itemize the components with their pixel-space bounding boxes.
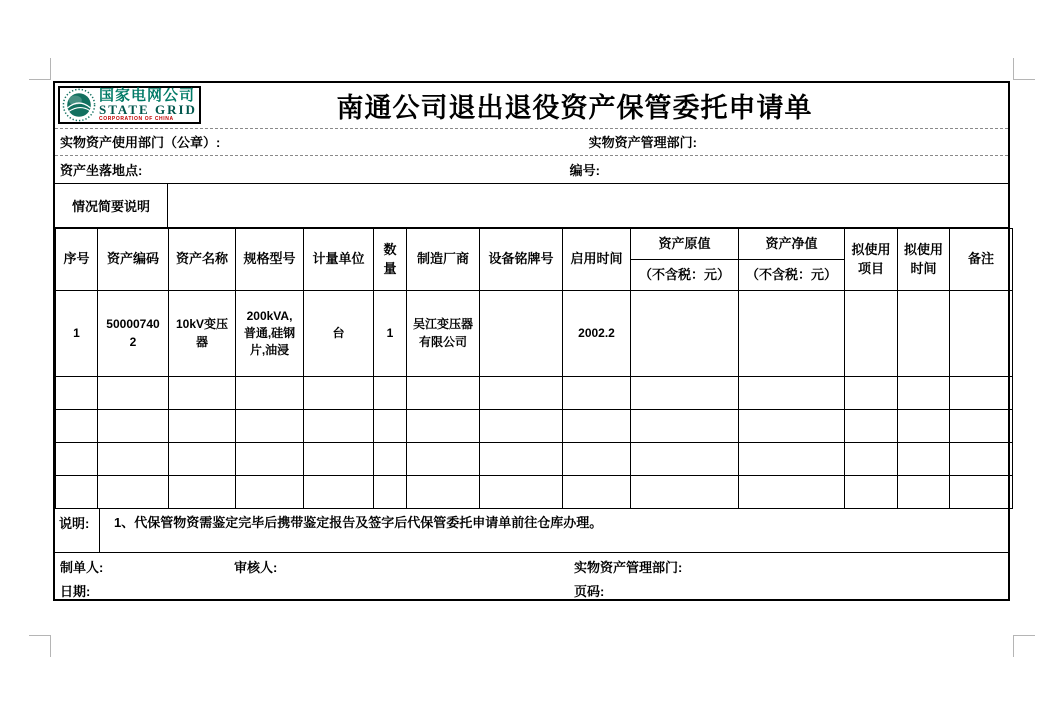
- state-grid-logo: [58, 86, 201, 124]
- form-header-row: [55, 83, 1008, 129]
- page-number-label: 页码:: [574, 583, 605, 599]
- col-header-asset-name: 资产名称: [169, 229, 236, 291]
- location-row: [55, 156, 1008, 185]
- location-label: 资产坐落地点:: [60, 163, 143, 179]
- footer-manage-dept-label: 实物资产管理部门:: [574, 559, 683, 575]
- cell-start-date: 2002.2: [563, 291, 631, 377]
- cell-net-value: [739, 291, 845, 377]
- crop-mark-top-left: [29, 58, 51, 80]
- asset-table: [55, 228, 1013, 509]
- col-header-seq: 序号: [56, 229, 98, 291]
- table-row-empty: [56, 410, 1013, 443]
- crop-mark-bottom-left: [29, 635, 51, 657]
- note-row: [55, 509, 1008, 553]
- cell-manufacturer: 吴江变压器有限公司: [407, 291, 480, 377]
- cell-asset-name: 10kV变压器: [169, 291, 236, 377]
- col-header-start-date: 启用时间: [563, 229, 631, 291]
- col-header-net-value: 资产净值: [739, 229, 845, 260]
- state-grid-emblem-icon: [62, 88, 96, 122]
- cell-project: [845, 291, 898, 377]
- dept-row: [55, 129, 1008, 156]
- number-label: 编号:: [569, 163, 600, 179]
- table-row-empty: [56, 377, 1013, 410]
- col-header-remark: 备注: [950, 229, 1013, 291]
- cell-seq: 1: [56, 291, 98, 377]
- crop-mark-bottom-right: [1013, 635, 1035, 657]
- cell-nameplate: [480, 291, 563, 377]
- logo-text: [99, 88, 197, 122]
- col-subheader-orig-tax: （不含税：元）: [631, 260, 739, 291]
- summary-value: [168, 184, 1008, 227]
- table-row-empty: [56, 476, 1013, 509]
- logo-company-en: STATE GRID: [99, 102, 197, 118]
- cell-unit: 台: [304, 291, 374, 377]
- summary-row: [55, 184, 1008, 228]
- footer-maker-block: [55, 556, 234, 599]
- cell-remark: [950, 291, 1013, 377]
- table-row: [56, 291, 1013, 377]
- logo-company-sub: CORPORATION OF CHINA: [99, 116, 174, 123]
- col-header-unit: 计量单位: [304, 229, 374, 291]
- cell-spec: 200kVA,普通,硅钢片,油浸: [236, 291, 304, 377]
- auditor-label: 审核人:: [234, 559, 278, 575]
- note-text: 1、代保管物资需鉴定完毕后携带鉴定报告及签字后代保管委托申请单前往仓库办理。: [114, 515, 603, 531]
- logo-company-cn: 国家电网公司: [99, 87, 196, 105]
- summary-label: 情况简要说明: [55, 184, 168, 227]
- footer-manage-block: [574, 556, 1008, 599]
- form-title: 南通公司退出退役资产保管委托申请单: [336, 92, 813, 123]
- col-header-manufacturer: 制造厂商: [407, 229, 480, 291]
- table-header-row-1: [56, 229, 1013, 260]
- footer-auditor-block: [234, 556, 574, 599]
- col-header-qty: 数量: [374, 229, 407, 291]
- date-label: 日期:: [60, 583, 91, 599]
- manage-dept-label: 实物资产管理部门:: [588, 135, 698, 151]
- cell-asset-code: 500007402: [98, 291, 169, 377]
- use-dept-label: 实物资产使用部门（公章）:: [60, 135, 221, 151]
- crop-mark-top-right: [1013, 58, 1035, 80]
- maker-label: 制单人:: [60, 559, 104, 575]
- col-header-asset-code: 资产编码: [98, 229, 169, 291]
- col-header-orig-value: 资产原值: [631, 229, 739, 260]
- col-header-project: 拟使用项目: [845, 229, 898, 291]
- col-header-nameplate: 设备铭牌号: [480, 229, 563, 291]
- cell-orig-value: [631, 291, 739, 377]
- col-subheader-net-tax: （不含税：元）: [739, 260, 845, 291]
- application-form: [53, 81, 1010, 601]
- signature-row: [55, 553, 1008, 599]
- note-label: 说明:: [55, 509, 100, 552]
- col-header-time: 拟使用时间: [898, 229, 950, 291]
- cell-time: [898, 291, 950, 377]
- table-row-empty: [56, 443, 1013, 476]
- cell-qty: 1: [374, 291, 407, 377]
- col-header-spec: 规格型号: [236, 229, 304, 291]
